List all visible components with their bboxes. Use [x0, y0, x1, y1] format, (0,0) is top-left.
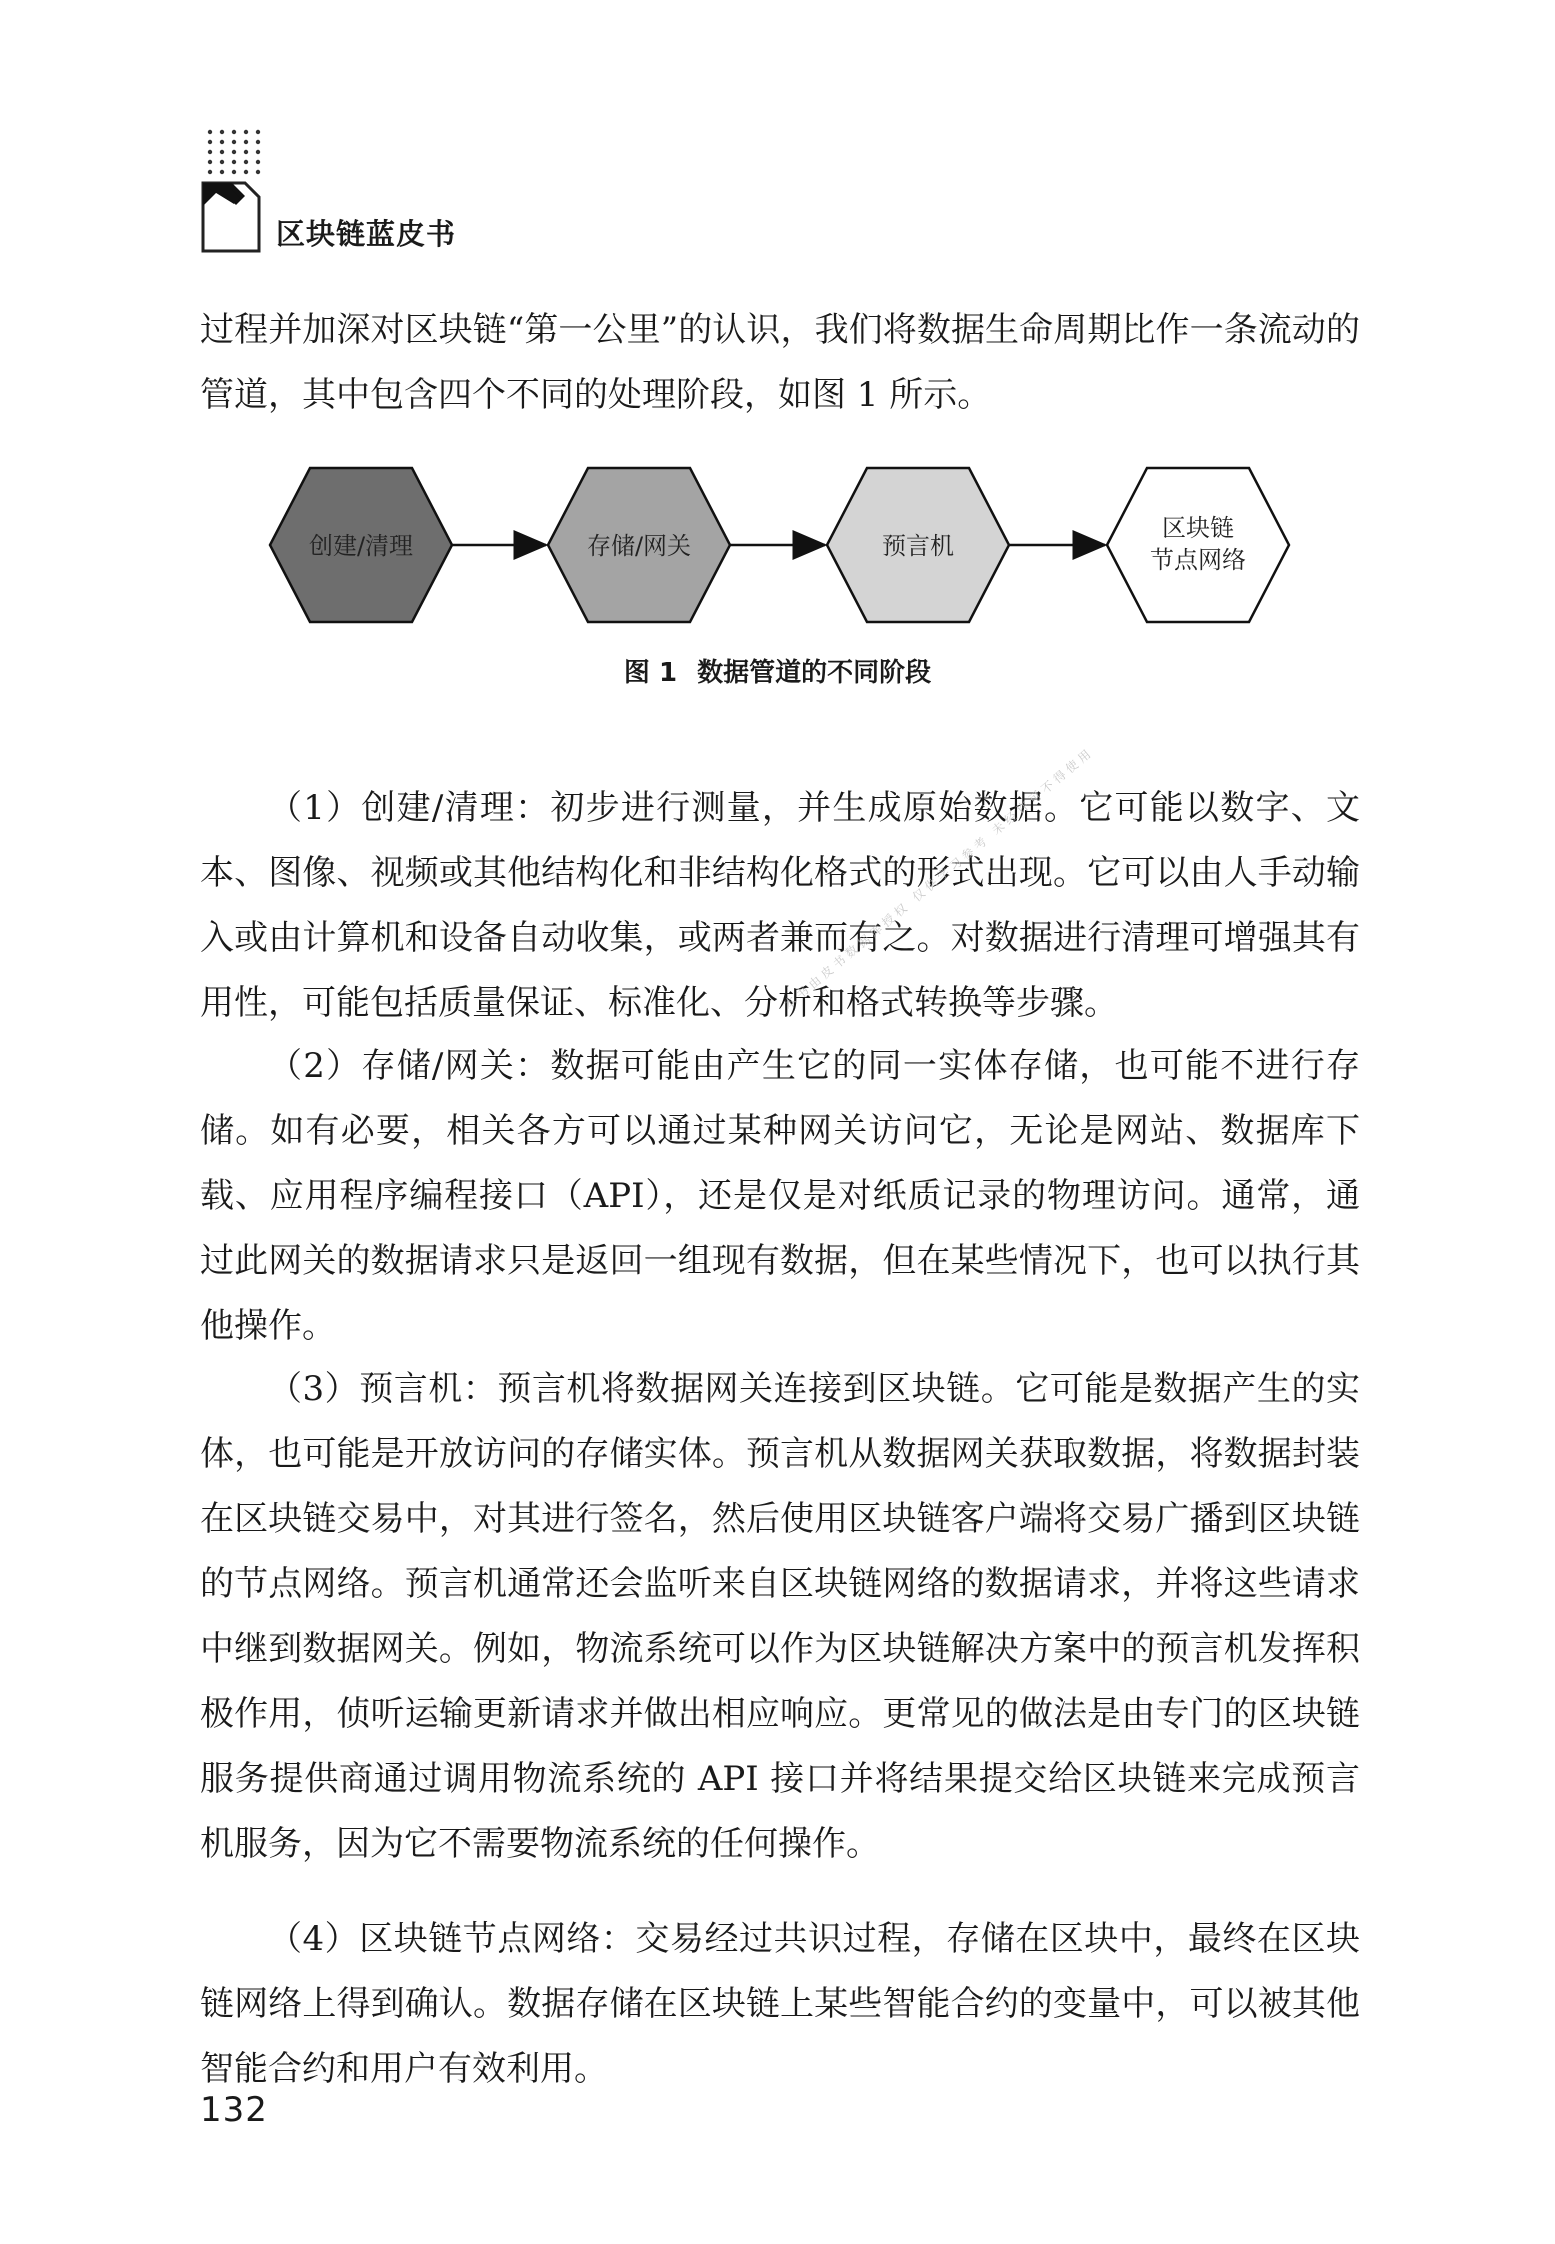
page-number: 132 — [200, 2090, 268, 2130]
paragraph-1: （1）创建/清理：初步进行测量，并生成原始数据。它可能以数字、文本、图像、视频或其他结构化和非结构化格式的形式出现。它可以由人手动输入或由计算机和设备自动收集，或两者兼而有之。对数据进行清理可增强其有用性，可能包括质量保证、标准化、分析和格式转换等步骤。 — [200, 788, 1360, 1023]
stage-hexagon-create-clean — [270, 468, 452, 622]
stage-label-line1: 区块链 — [1162, 514, 1234, 542]
stage-label-line2: 节点网络 — [1150, 546, 1246, 574]
pipeline-figure — [262, 460, 1302, 640]
paragraph-4: （4）区块链节点网络：交易经过共识过程，存储在区块中，最终在区块链网络上得到确认。数据存储在区块链上某些智能合约的变量中，可以被其他智能合约和用户有效利用。 — [200, 1919, 1360, 2089]
running-header — [200, 128, 560, 258]
stage-label: 预言机 — [882, 532, 954, 560]
paragraph-2: （2）存储/网关：数据可能由产生它的同一实体存储，也可能不进行存储。如有必要，相关各方可以通过某种网关访问它，无论是网站、数据库下载、应用程序编程接口（API），还是仅是对纸质记录的物理访问。通常，通过此网关的数据请求只是返回一组现有数据，但在某些情况下，也可以执行其他操作。 — [200, 1046, 1360, 1346]
intro-paragraph: 过程并加深对区块链“第一公里”的认识，我们将数据生命周期比作一条流动的管道，其中包含四个不同的处理阶段，如图 1 所示。 — [200, 310, 1360, 415]
dot-grid-icon — [204, 128, 264, 176]
stage-label: 创建/清理 — [308, 532, 414, 560]
book-title: 区块链蓝皮书 — [276, 217, 457, 251]
stage-hexagon-oracle — [827, 468, 1009, 622]
paragraph-3: （3）预言机：预言机将数据网关连接到区块链。它可能是数据产生的实体，也可能是开放访问的存储实体。预言机从数据网关获取数据，将数据封装在区块链交易中，对其进行签名，然后使用区块链客户端将交易广播到区块链的节点网络。预言机通常还会监听来自区块链网络的数据请求，并将这些请求中继到数据网关。例如，物流系统可以作为区块链解决方案中的预言机发挥积极作用，侦听运输更新请求并做出相应响应。更常见的做法是由专门的区块链服务提供商通过调用物流系统的 API 接口并将结果提交给区块链来完成预言机服务，因为它不需要物流系统的任何操作。 — [200, 1369, 1360, 1864]
caption-number: 图 1 — [623, 658, 678, 688]
watermark-stamp: 本书由皮书数据库授权 仅供学习参考 未经许可不得使用 — [781, 744, 1097, 1013]
stage-label: 存储/网关 — [586, 532, 692, 560]
stage-hexagon-storage-gateway — [548, 468, 730, 622]
caption-text: 数据管道的不同阶段 — [697, 658, 932, 688]
stage-hexagon-blockchain-network — [1107, 468, 1289, 622]
book-corner-icon — [200, 180, 262, 254]
figure-caption — [0, 652, 1555, 689]
